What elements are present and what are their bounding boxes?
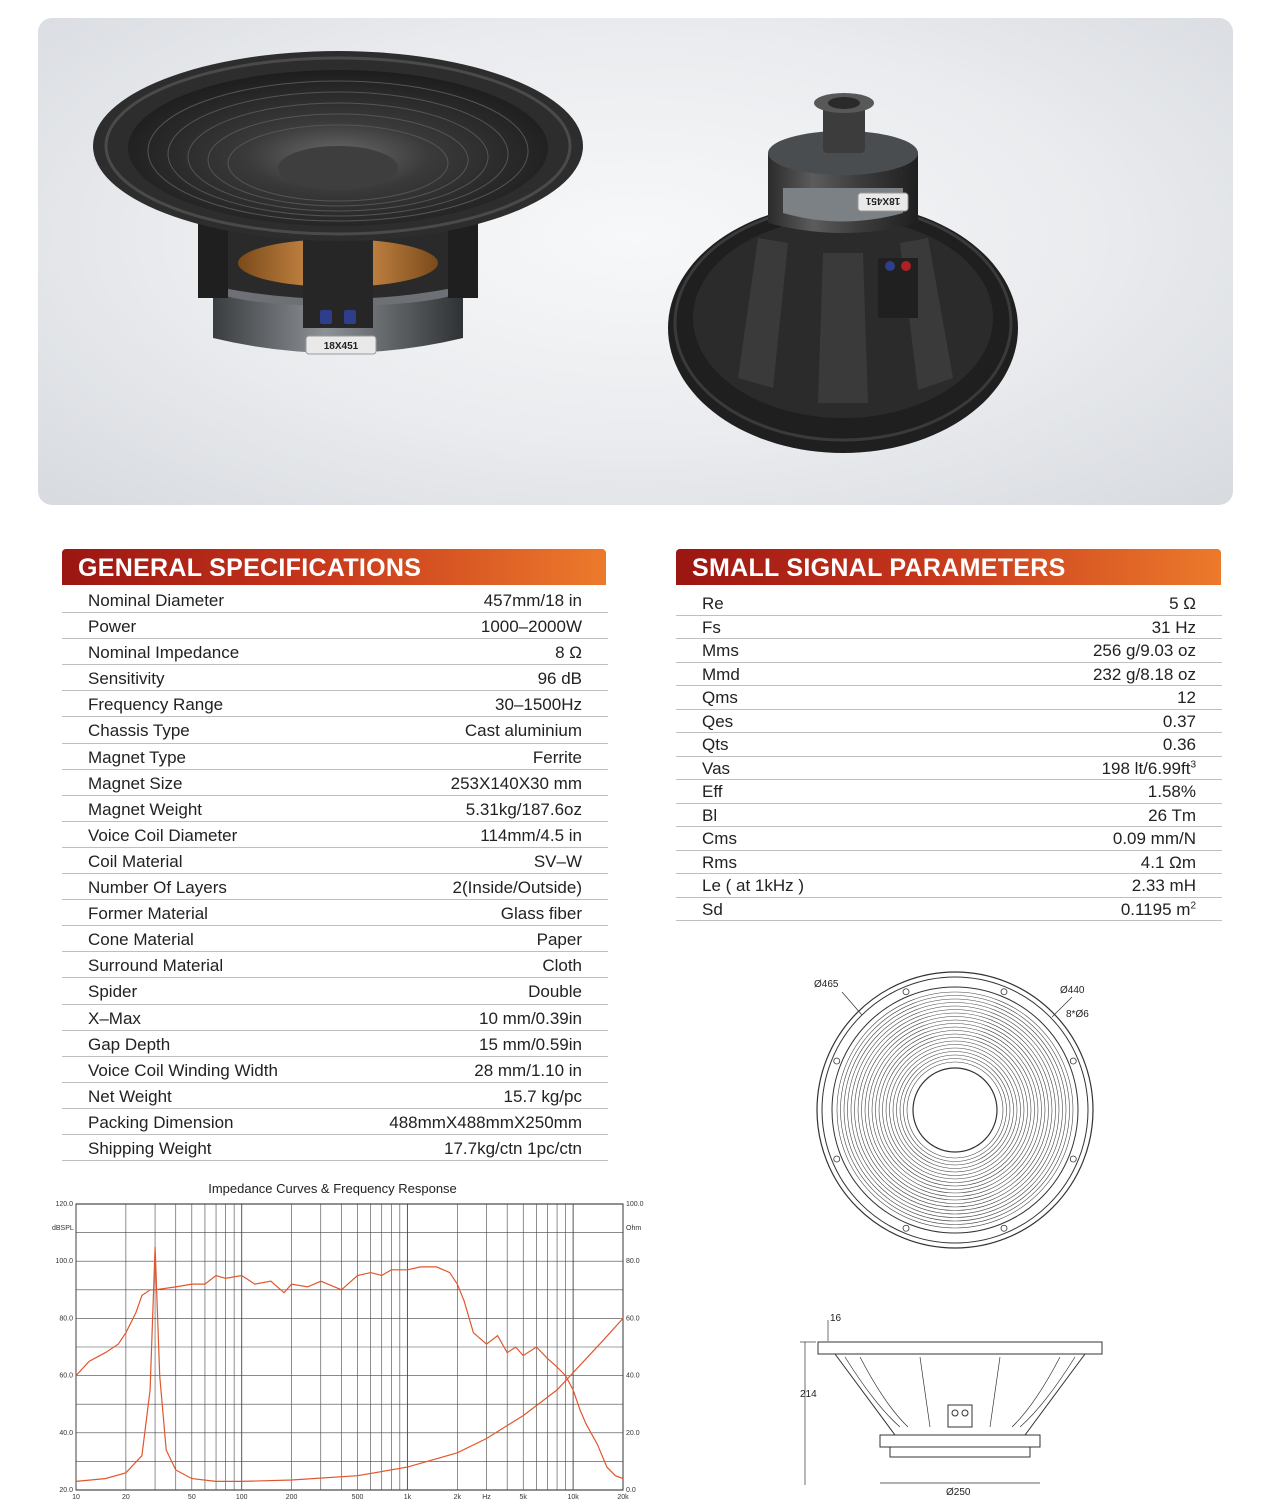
bolt-hole [903, 1225, 909, 1231]
spec-value [1141, 853, 1196, 873]
spec-label: Voice Coil Diameter [88, 825, 238, 845]
general-specs-title: GENERAL SPECIFICATIONS [62, 549, 606, 585]
bolt-hole [834, 1156, 840, 1162]
y-left-tick-label: 80.0 [59, 1315, 73, 1323]
front-model-label: 18X451 [323, 341, 359, 352]
spec-value-text: 10 mm/0.39in [479, 1008, 582, 1028]
y-left-tick-label: 120.0 [55, 1201, 73, 1208]
spec-row [62, 822, 608, 848]
spec-label: Shipping Weight [88, 1138, 212, 1158]
spec-label: Coil Material [88, 851, 183, 871]
spec-row [62, 744, 608, 770]
spec-label: Power [88, 617, 137, 637]
spec-value-text: 256 g/9.03 oz [1092, 641, 1196, 660]
spec-label: Net Weight [88, 1086, 172, 1106]
dim-outer-diameter: Ø465 [814, 979, 839, 990]
dim-mount-holes: 8*Ø6 [1066, 1009, 1089, 1020]
spec-row [676, 874, 1222, 898]
spec-value [504, 1087, 582, 1107]
spec-value [1163, 735, 1196, 755]
spec-label: Cms [702, 829, 737, 848]
spec-value-text: 30–1500Hz [495, 695, 582, 715]
spec-value-text: 0.1195 m [1120, 899, 1191, 919]
spec-value [389, 1113, 582, 1133]
spec-value [528, 982, 582, 1002]
spec-value-text: 2.33 mH [1131, 876, 1196, 895]
speaker-front-view [93, 51, 583, 354]
spec-label: Rms [702, 852, 737, 872]
dimension-drawings [800, 965, 1120, 1495]
spec-value [537, 930, 582, 950]
spec-value [1148, 782, 1196, 802]
spec-value [451, 774, 582, 794]
spec-label: Gap Depth [88, 1034, 171, 1054]
spec-value [465, 721, 582, 741]
spec-row [62, 1135, 608, 1161]
y-left-axis-label: dBSPL [52, 1225, 74, 1232]
spec-value-text: 114mm/4.5 in [480, 825, 582, 845]
spec-row [62, 587, 608, 613]
spec-value-text: Ferrite [532, 747, 582, 767]
spec-value [1132, 876, 1196, 896]
spec-row [62, 874, 608, 900]
x-tick-label: 1k [403, 1494, 412, 1501]
spec-row [676, 663, 1222, 687]
x-tick-label: 100 [235, 1494, 248, 1501]
spec-label: Magnet Weight [88, 799, 203, 819]
spec-value [474, 1061, 582, 1081]
spec-label: Spider [88, 982, 138, 1002]
spec-row [62, 796, 608, 822]
y-right-tick-label: 80.0 [626, 1258, 640, 1266]
spec-value-superscript: 2 [1190, 899, 1196, 911]
spec-label: Packing Dimension [88, 1112, 234, 1132]
spec-value-text: 2(Inside/Outside) [452, 878, 582, 898]
y-right-axis-label: Ohm [626, 1225, 642, 1232]
spec-value-text: 457mm/18 in [483, 591, 582, 610]
spec-value [534, 852, 582, 872]
y-right-tick-label: 100.0 [626, 1201, 644, 1208]
spec-label: Vas [702, 758, 731, 778]
spec-value [484, 591, 582, 611]
x-tick-label: 5k [519, 1494, 527, 1501]
spec-row [62, 952, 608, 978]
spec-row [676, 733, 1222, 757]
dim-flange: 16 [830, 1313, 842, 1324]
spec-value [501, 904, 582, 924]
spec-value [444, 1139, 582, 1159]
spec-value [1177, 688, 1196, 708]
spec-value [480, 826, 582, 846]
spec-label: X–Max [88, 1008, 141, 1028]
spec-row [676, 804, 1222, 828]
spec-value-text: 5.31kg/187.6oz [465, 799, 582, 819]
spec-value-superscript: 3 [1190, 758, 1196, 770]
spec-label: Eff [702, 782, 723, 801]
x-tick-label: 50 [187, 1494, 196, 1501]
spec-row [62, 1031, 608, 1057]
spec-label: Re [702, 594, 724, 613]
spec-row [62, 717, 608, 743]
spec-value-text: 232 g/8.18 oz [1092, 664, 1196, 684]
spec-value-text: Cloth [542, 956, 582, 976]
spec-label: Qts [702, 735, 729, 754]
dim-bolt-circle: Ø440 [1060, 985, 1085, 996]
dim-magnet-diameter: Ø250 [946, 1487, 971, 1495]
spec-value-text: Paper [536, 930, 582, 950]
spec-value [1113, 829, 1196, 849]
spec-row [676, 851, 1222, 875]
spec-value [533, 748, 582, 768]
spec-row [62, 900, 608, 926]
x-tick-label: 10 [72, 1494, 80, 1501]
bolt-hole [834, 1058, 840, 1064]
spec-value-text: SV–W [533, 851, 582, 871]
spec-value [479, 1009, 582, 1029]
spec-label: Surround Material [88, 956, 224, 976]
general-specs-table [62, 587, 608, 1161]
spec-row [62, 978, 608, 1004]
dim-height: 214 [800, 1389, 817, 1400]
x-tick-label: 200 [285, 1494, 298, 1501]
spec-row [62, 613, 608, 639]
spec-label: Cone Material [88, 930, 194, 950]
spec-row [676, 686, 1222, 710]
spec-label: Nominal Diameter [88, 591, 225, 610]
y-right-tick-label: 20.0 [626, 1429, 640, 1437]
spec-value-text: 26 Tm [1148, 805, 1196, 825]
spec-label: Number Of Layers [88, 878, 227, 898]
spec-label: Sd [702, 899, 723, 919]
spec-value-text: 253X140X30 mm [450, 773, 582, 793]
spec-row [62, 848, 608, 874]
spec-row [62, 691, 608, 717]
spec-row [62, 926, 608, 952]
spec-value-text: 198 lt/6.99ft [1101, 758, 1191, 778]
impedance-frequency-chart [45, 1195, 665, 1505]
spec-value-text: 17.7kg/ctn 1pc/ctn [444, 1138, 582, 1158]
spec-label: Qes [702, 711, 734, 731]
spec-value-text: Double [528, 982, 582, 1002]
x-tick-label: 20 [121, 1494, 130, 1501]
spec-label: Chassis Type [88, 721, 190, 741]
spec-row [62, 1057, 608, 1083]
spec-value-text: 96 dB [537, 669, 582, 689]
side-view-drawing [800, 1313, 1102, 1495]
spec-row [676, 639, 1222, 663]
spec-value-text: 4.1 Ωm [1140, 852, 1196, 872]
spec-row [676, 780, 1222, 804]
x-tick-label: 20k [617, 1494, 629, 1501]
spec-row [62, 1005, 608, 1031]
spec-value [538, 669, 582, 689]
spec-value-text: Glass fiber [500, 904, 582, 924]
spec-label: Le ( at 1kHz ) [702, 876, 805, 895]
spec-row [62, 770, 608, 796]
spec-value-text: 28 mm/1.10 in [474, 1060, 582, 1080]
spec-value-text: 1000–2000W [480, 617, 582, 637]
spec-row [676, 827, 1222, 851]
spec-label: Former Material [88, 904, 208, 924]
spec-value-text: 5 Ω [1169, 594, 1196, 613]
spec-row [62, 1083, 608, 1109]
bolt-hole [1001, 989, 1007, 995]
spec-value [1102, 759, 1196, 779]
spec-label: Sensitivity [88, 669, 165, 689]
y-left-tick-label: 20.0 [59, 1487, 73, 1494]
spec-row [62, 1109, 608, 1135]
bolt-hole [1001, 1225, 1007, 1231]
bolt-hole [903, 989, 909, 995]
speaker-back-view [668, 93, 1018, 453]
spec-label: Bl [702, 805, 718, 825]
spec-value [479, 1035, 582, 1055]
spec-value-text: 12 [1177, 688, 1196, 707]
spec-value [1093, 641, 1196, 661]
spec-value [1121, 900, 1196, 920]
spec-value-text: 8 Ω [555, 643, 582, 663]
spec-value [1093, 665, 1196, 685]
spec-value-text: 0.37 [1162, 711, 1196, 731]
y-right-tick-label: 60.0 [626, 1315, 640, 1323]
spec-label: Voice Coil Winding Width [88, 1060, 278, 1080]
y-left-tick-label: 40.0 [59, 1429, 73, 1437]
spec-row [676, 757, 1222, 781]
spec-value-text: 488mmX488mmX250mm [389, 1112, 582, 1132]
bolt-hole [1070, 1156, 1076, 1162]
spec-label: Nominal Impedance [88, 643, 240, 663]
spec-label: Fs [702, 617, 721, 637]
spec-value-text: 15.7 kg/pc [503, 1086, 582, 1106]
spec-label: Mms [702, 641, 739, 660]
spec-value [542, 956, 582, 976]
front-view-drawing [814, 972, 1093, 1248]
x-tick-label: Hz [482, 1494, 491, 1501]
spec-row [676, 898, 1222, 922]
spec-value [495, 695, 582, 715]
spec-value [1163, 712, 1196, 732]
spec-value-text: 0.36 [1162, 735, 1196, 754]
x-tick-label: 10k [567, 1494, 579, 1501]
spec-label: Mmd [702, 664, 740, 684]
spec-row [676, 710, 1222, 734]
spec-label: Frequency Range [88, 695, 224, 715]
spec-value [1152, 618, 1196, 638]
spec-value-text: 15 mm/0.59in [479, 1034, 582, 1054]
small-signal-table [676, 592, 1222, 921]
spec-label: Magnet Type [88, 747, 186, 767]
y-right-tick-label: 0.0 [626, 1487, 636, 1494]
spec-value [1169, 594, 1196, 614]
back-model-label: 18X451 [865, 195, 901, 206]
product-photos [38, 18, 1233, 505]
y-left-tick-label: 100.0 [55, 1258, 73, 1266]
x-tick-label: 500 [351, 1494, 364, 1501]
spec-value [1148, 806, 1196, 826]
bolt-hole [1070, 1058, 1076, 1064]
spec-label: Qms [702, 688, 738, 707]
spec-value-text: 31 Hz [1151, 617, 1196, 637]
chart-title: Impedance Curves & Frequency Response [208, 1181, 457, 1196]
spec-value [453, 878, 582, 898]
spec-row [62, 639, 608, 665]
spec-value [555, 643, 582, 663]
spec-value [481, 617, 582, 637]
y-right-tick-label: 40.0 [626, 1372, 640, 1380]
spec-row [676, 592, 1222, 616]
spec-row [62, 665, 608, 691]
spec-value-text: 1.58% [1147, 782, 1196, 801]
spec-value-text: 0.09 mm/N [1112, 829, 1196, 848]
spec-label: Magnet Size [88, 773, 183, 793]
product-photo-banner [38, 18, 1233, 505]
spec-value-text: Cast aluminium [464, 721, 582, 741]
spec-row [676, 616, 1222, 640]
small-signal-title: SMALL SIGNAL PARAMETERS [676, 549, 1221, 585]
y-left-tick-label: 60.0 [59, 1372, 73, 1380]
spec-value [466, 800, 582, 820]
x-tick-label: 2k [453, 1494, 461, 1501]
